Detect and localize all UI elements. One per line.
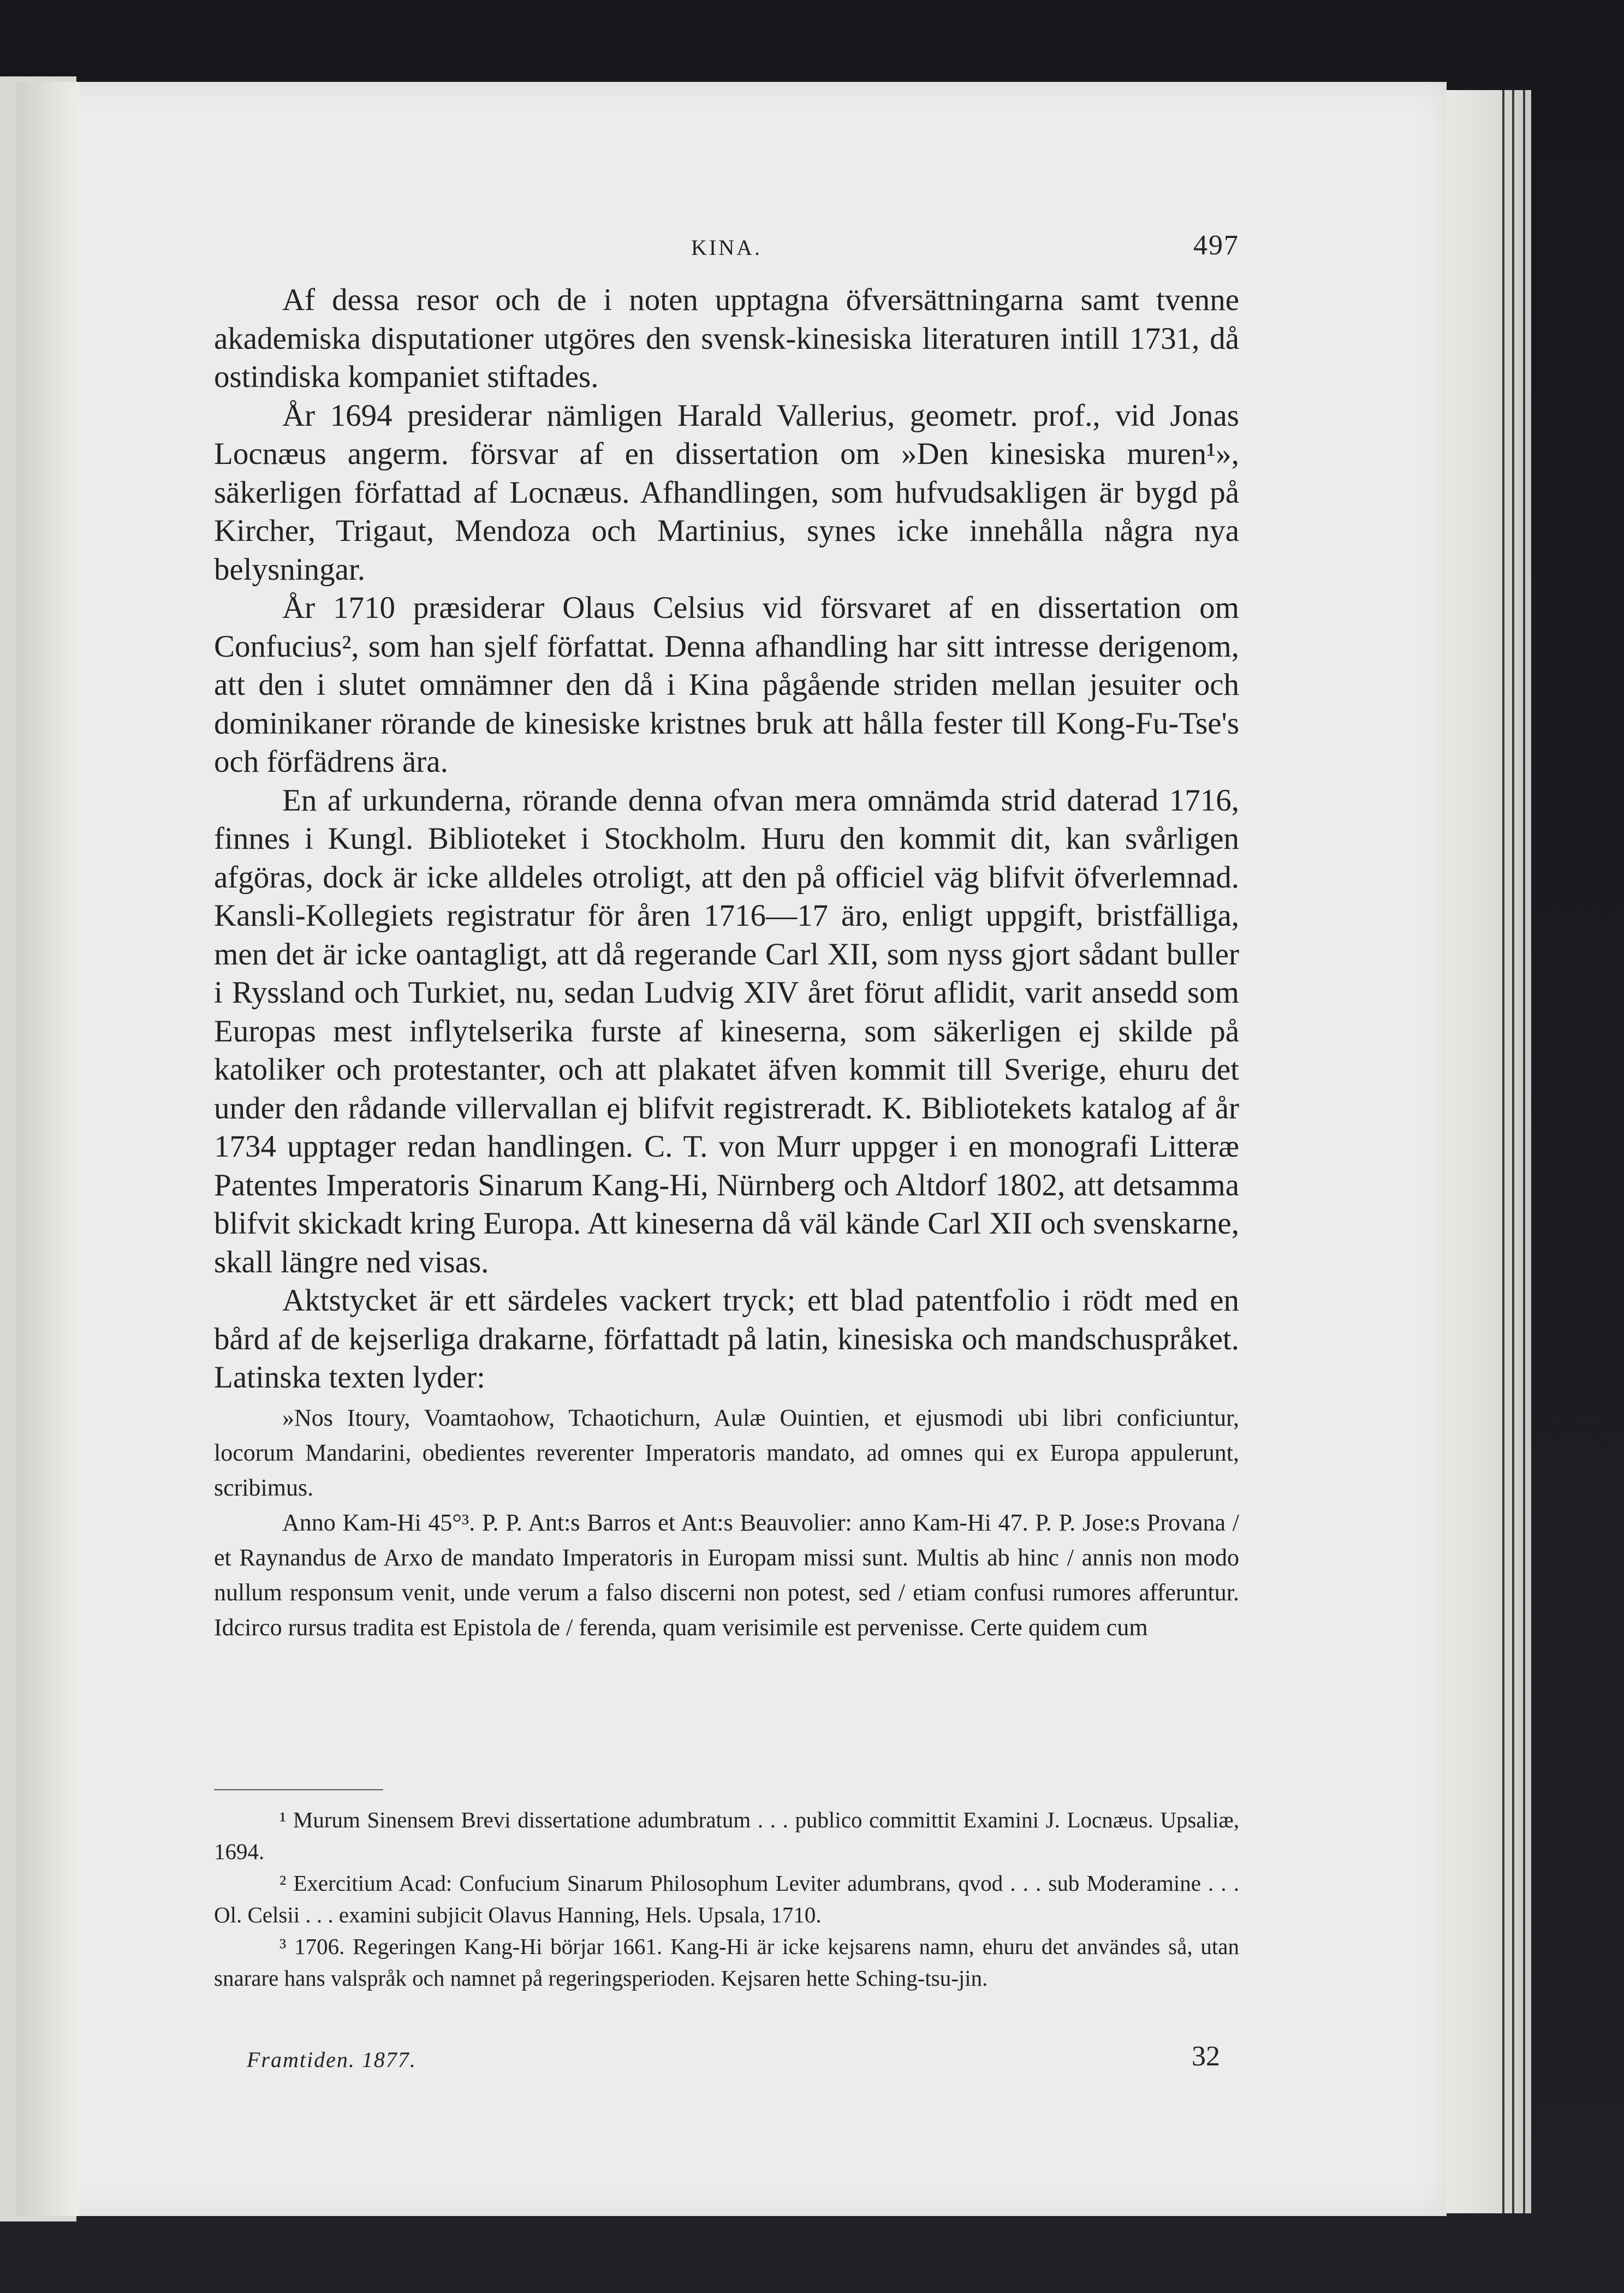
page-edge-line: [1512, 90, 1514, 2213]
running-head: [214, 229, 1239, 267]
book-page: [16, 82, 1447, 2216]
latin-quote-paragraph: Anno Kam-Hi 45°³. P. P. Ant:s Barros et Ant:s Beauvolier: anno Kam-Hi 47. P. P. Jose:s Provana / et Raynandus de Arxo de mandato Imperatoris in Europam missi sunt. Multis ab hinc / annis non modo nullum responsum venit, unde verum a falso discerni non potest, sed / etiam confusi rumores afferuntur. Idcirco rursus tradita est Epistola de / ferenda, quam verisimile est pervenisse. Certe quidem cum: [214, 1509, 1239, 1641]
page-edge-line: [1523, 90, 1525, 2213]
signature-mark: Framtiden. 1877.: [247, 2047, 417, 2072]
sheet-number: 32: [1192, 2041, 1220, 2072]
main-text: [214, 281, 1239, 1645]
underlying-page-edge: [1441, 90, 1531, 2213]
paragraph: Af dessa resor och de i noten upptagna öfversättningarna samt tvenne akademiska disputationer utgöres den svensk-kinesiska literaturen intill 1731, då ostindiska kompaniet stiftades.: [214, 283, 1239, 394]
page-edge-line: [1502, 90, 1504, 2213]
paragraph: År 1710 præsiderar Olaus Celsius vid försvaret af en dissertation om Confucius², som han sjelf författat. Denna afhandling har sitt intresse derigenom, att den i slutet omnämner den då i Kina pågående striden mellan jesuiter och dominikaner rörande de kinesiske kristnes bruk att hålla fester till Kong-Fu-Tse's och förfädrens ära.: [214, 591, 1239, 779]
footnote: ¹ Murum Sinensem Brevi dissertatione adumbratum . . . publico committit Examini J. Locnæus. Upsaliæ, 1694.: [214, 1807, 1239, 1864]
latin-quote-paragraph: »Nos Itoury, Voamtaohow, Tchaotichurn, Aulæ Ouintien, et ejusmodi ubi libri conficiuntur, locorum Mandarini, obedientes reverenter Imperatoris mandato, ad omnes qui ex Europa appulerunt, scribimus.: [214, 1404, 1239, 1501]
paragraph: En af urkunderna, rörande denna ofvan mera omnämda strid daterad 1716, finnes i Kungl. Biblioteket i Stockholm. Huru den kommit dit, kan svårligen afgöras, dock är icke alldeles otroligt, att den på officiel väg blifvit öfverlemnad. Kansli-Kollegiets registratur för åren 1716—17 äro, enligt uppgift, bristfälliga, men det är icke oantagligt, att då regerande Carl XII, som nyss gjort sådant buller i Ryssland och Turkiet, nu, sedan Ludvig XIV året förut aflidit, varit ansedd som Europas mest inflytelserika furste af kineserna, som säkerligen ej skilde på katoliker och protestanter, och att plakatet äfven kommit till Sverige, ehuru det under den rådande villervallan ej blifvit registreradt. K. Bibliotekets katalog af år 1734 upptager redan handlingen. C. T. von Murr uppger i en monografi Litteræ Patentes Imperatoris Sinarum Kang-Hi, Nürnberg och Altdorf 1802, att detsamma blifvit skickadt kring Europa. Att kineserna då väl kände Carl XII och svenskarne, skall längre ned visas.: [214, 783, 1239, 1279]
footnote-rule: [214, 1789, 383, 1790]
footnote: ² Exercitium Acad: Confucium Sinarum Philosophum Leviter adumbrans, qvod . . . sub Moderamine . . . Ol. Celsii . . . examini subjicit Olavus Hanning, Hels. Upsala, 1710.: [214, 1871, 1239, 1927]
footnotes: [214, 1804, 1239, 1994]
page-gutter-shadow: [16, 82, 79, 2216]
page-footer: [214, 2040, 1239, 2078]
paragraph: År 1694 presiderar nämligen Harald Vallerius, geometr. prof., vid Jonas Locnæus angerm. försvar af en dissertation om »Den kinesiska muren¹», säkerligen författad af Locnæus. Afhandlingen, som hufvudsakligen är bygd på Kircher, Trigaut, Mendoza och Martinius, synes icke innehålla några nya belysningar.: [214, 398, 1239, 587]
paragraph: Aktstycket är ett särdeles vackert tryck; ett blad patentfolio i rödt med en bård af de kejserliga drakarne, författadt på latin, kinesiska och mandschuspråket. Latinska texten lyder:: [214, 1283, 1239, 1395]
footnote: ³ 1706. Regeringen Kang-Hi börjar 1661. Kang-Hi är icke kejsarens namn, ehuru det användes så, utan snarare hans valspråk och namnet på regeringsperioden. Kejsaren hette Sching-tsu-jin.: [214, 1934, 1239, 1991]
page-number: 497: [1193, 230, 1239, 261]
running-title: KINA.: [691, 235, 762, 260]
